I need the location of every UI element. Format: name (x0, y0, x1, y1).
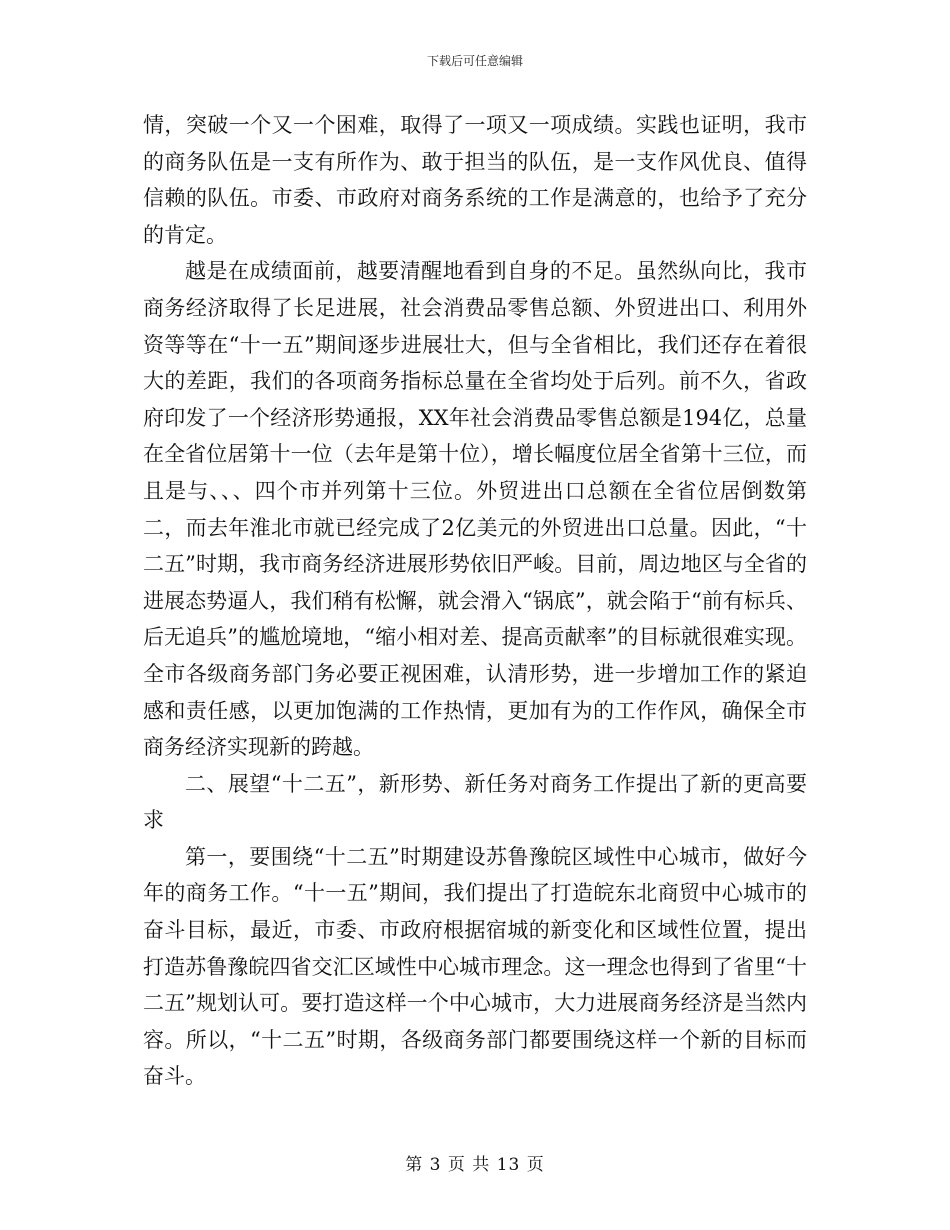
paragraph: 越是在成绩面前，越要清醒地看到自身的不足。虽然纵向比，我市商务经济取得了长足进展，社会消费品零售总额、外贸进出口、利用外资等等在“十一五”期间逐步进展壮大，但与全省相比，我们还存在着很大的差距，我们的各项商务指标总量在全省均处于后列。前不久，省政府印发了一个经济形势通报，XX年社会消费品零售总额是194亿，总量在全省位居第十一位（去年是第十位），增长幅度位居全省第十三位，而且是与、、、四个市并列第十三位。外贸进出口总额在全省位居倒数第二，而去年淮北市就已经完成了2亿美元的外贸进出口总量。因此，“十二五”时期，我市商务经济进展形势依旧严峻。目前，周边地区与全省的进展态势逼人，我们稍有松懈，就会滑入“锅底”，就会陷于“前有标兵、后无追兵”的尴尬境地，“缩小相对差、提高贡献率”的目标就很难实现。全市各级商务部门务必要正视困难，认清形势，进一步增加工作的紧迫感和责任感，以更加饱满的工作热情，更加有为的工作作风，确保全市商务经济实现新的跨越。 (143, 259, 807, 760)
paragraph-continued: 情，突破一个又一个困难，取得了一项又一项成绩。实践也证明，我市的商务队伍是一支有所作为、敢于担当的队伍，是一支作风优良、值得信赖的队伍。市委、市政府对商务系统的工作是满意的，也给予了充分的肯定。 (143, 113, 807, 247)
page-number: 第 3 页 共 13 页 (405, 1155, 545, 1175)
document-body (143, 107, 807, 1095)
page-header-note: 下载后可任意编辑 (426, 54, 523, 68)
section-heading: 二、展望“十二五”，新形势、新任务对商务工作提出了新的更高要求 (143, 771, 807, 833)
paragraph: 第一，要围绕“十二五”时期建设苏鲁豫皖区域性中心城市，做好今年的商务工作。“十一五”期间，我们提出了打造皖东北商贸中心城市的奋斗目标，最近，市委、市政府根据宿城的新变化和区域性位置，提出打造苏鲁豫皖四省交汇区域性中心城市理念。这一理念也得到了省里“十二五”规划认可。要打造这样一个中心城市，大力进展商务经济是当然内容。所以，“十二五”时期，各级商务部门都要围绕这样一个新的目标而奋斗。 (143, 844, 807, 1089)
